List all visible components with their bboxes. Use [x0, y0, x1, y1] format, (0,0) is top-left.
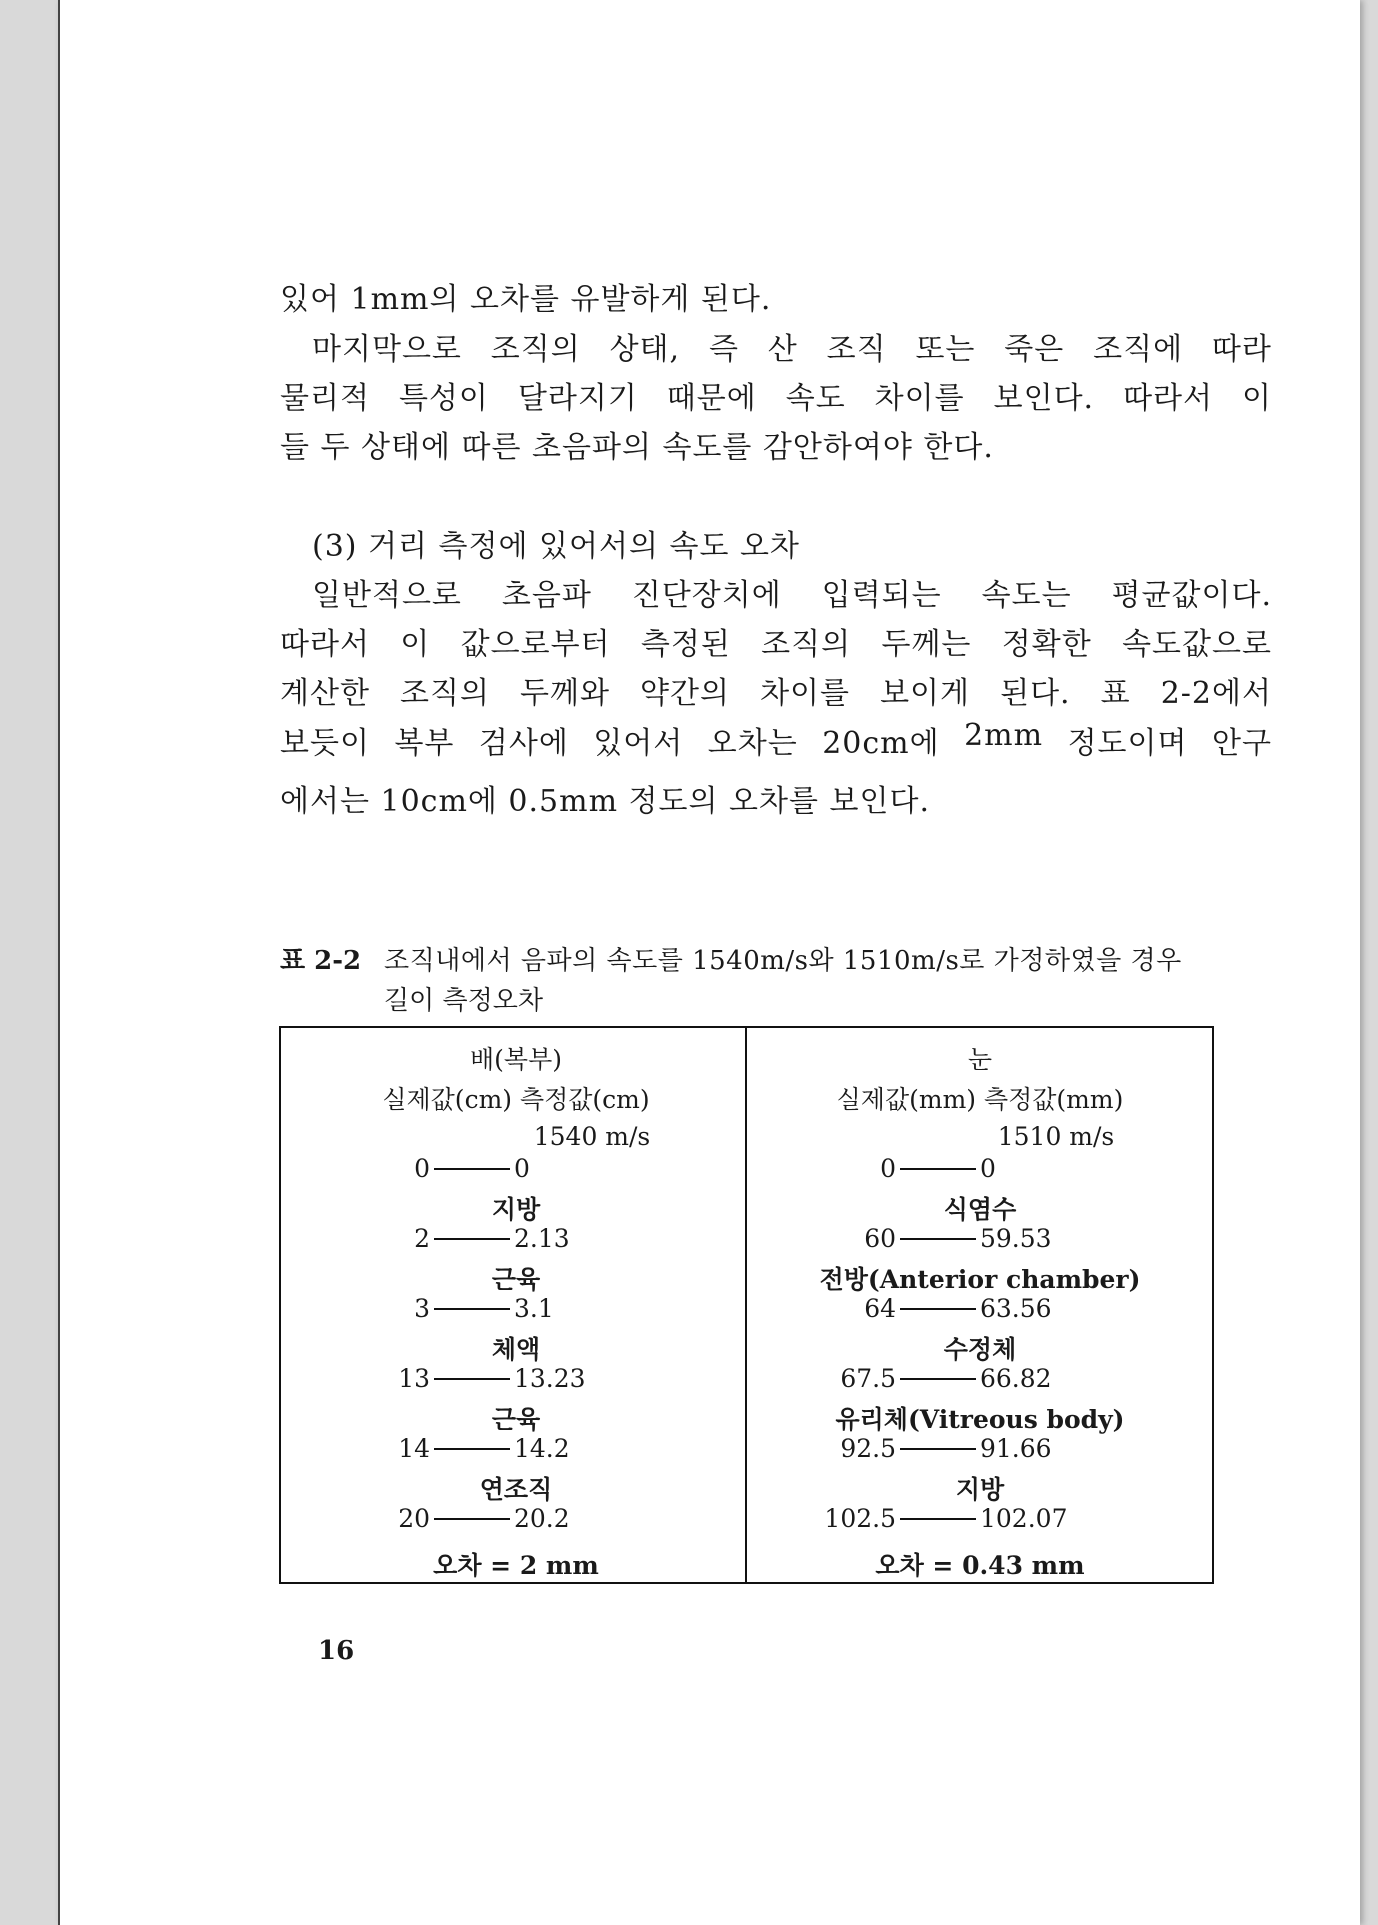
page-number: 16	[318, 1636, 355, 1666]
tissue-label: 수정체	[943, 1335, 1017, 1364]
value-pair-row	[334, 1294, 614, 1323]
word: 속도는	[981, 578, 1072, 613]
word: 측정된	[640, 627, 731, 662]
word: 따라서	[280, 627, 370, 662]
word: 즉	[708, 332, 739, 367]
table-caption-line1: 조직내에서 음파의 속도를 1540m/s와 1510m/s로 가정하였을 경우	[384, 946, 1182, 976]
connector-line	[434, 1518, 510, 1520]
eye-column	[747, 1028, 1212, 1582]
section-heading: (3) 거리 측정에 있어서의 속도 오차	[312, 529, 800, 564]
word: 값으로부터	[460, 627, 611, 662]
word: 보이게	[880, 676, 971, 711]
word: 복부	[394, 726, 455, 761]
connector-line	[900, 1238, 976, 1240]
tissue-label: 전방(Anterior chamber)	[819, 1265, 1141, 1294]
word: 따라서	[1123, 381, 1214, 416]
paragraph-line: 들 두 상태에 따른 초음파의 속도를 감안하여야 한다.	[280, 430, 994, 465]
word: 마지막으로	[312, 332, 462, 367]
word: 2mm	[964, 718, 1044, 753]
word: 물리적	[280, 381, 370, 416]
word: 정확한	[1001, 627, 1092, 662]
error-total: 오차 = 2 mm	[433, 1551, 599, 1580]
measured-value: 66.82	[980, 1364, 1052, 1393]
word: 달라지기	[517, 381, 638, 416]
connector-line	[900, 1378, 976, 1380]
value-pair-row	[798, 1294, 1080, 1323]
actual-value: 92.5	[840, 1434, 896, 1463]
word: 검사에	[478, 726, 569, 761]
word: 두께와	[520, 676, 610, 711]
paragraph-line	[312, 570, 1272, 614]
word: 입력되는	[821, 578, 942, 613]
value-pair-row	[334, 1434, 614, 1463]
paragraph-line	[280, 718, 1272, 762]
word: 산	[767, 332, 798, 367]
word: 보인다.	[993, 381, 1095, 416]
word: 있어서	[593, 726, 684, 761]
actual-value: 13	[398, 1364, 430, 1393]
table-caption-label: 표 2-2	[280, 946, 362, 976]
tissue-label: 체액	[491, 1335, 541, 1364]
word: 때문에	[666, 381, 757, 416]
actual-value: 3	[414, 1294, 430, 1323]
word: 조직	[826, 332, 887, 367]
paragraph-line: 있어 1mm의 오차를 유발하게 된다.	[280, 282, 772, 317]
paragraph-line	[280, 373, 1272, 417]
error-total: 오차 = 0.43 mm	[875, 1551, 1085, 1580]
word: 안구	[1211, 726, 1272, 761]
connector-line	[434, 1378, 510, 1380]
measured-value: 2.13	[514, 1224, 570, 1253]
tissue-label: 지방	[491, 1195, 541, 1224]
word: 된다.	[1000, 676, 1071, 711]
measurement-error-table	[279, 1026, 1214, 1584]
word: 이	[1242, 381, 1272, 416]
value-pair-row	[334, 1154, 614, 1183]
word: 오차는	[707, 726, 798, 761]
paragraph-line	[280, 619, 1272, 663]
measured-value: 14.2	[514, 1434, 570, 1463]
word: 차이를	[874, 381, 965, 416]
word: 특성이	[398, 381, 489, 416]
word: 속도값으로	[1122, 627, 1272, 662]
value-pair-row	[798, 1364, 1080, 1393]
connector-line	[900, 1518, 976, 1520]
word: 죽은	[1004, 332, 1065, 367]
measured-value: 59.53	[980, 1224, 1052, 1253]
word: 약간의	[640, 676, 730, 711]
word: 평균값이다.	[1111, 578, 1272, 613]
word: 보듯이	[280, 726, 370, 761]
word: 계산한	[280, 676, 370, 711]
value-pair-row	[798, 1154, 1080, 1183]
word: 조직에	[1093, 332, 1184, 367]
word: 조직의	[490, 332, 581, 367]
value-pair-row	[334, 1504, 614, 1533]
connector-line	[900, 1448, 976, 1450]
column-header: 실제값(cm) 측정값(cm)	[382, 1085, 650, 1114]
measured-value: 63.56	[980, 1294, 1052, 1323]
word: 또는	[915, 332, 976, 367]
column-title: 눈	[967, 1045, 993, 1074]
value-pair-row	[798, 1504, 1080, 1533]
tissue-label: 근육	[491, 1405, 541, 1434]
tissue-label: 유리체(Vitreous body)	[835, 1405, 1125, 1434]
word: 20cm에	[822, 726, 940, 761]
word: 두께는	[881, 627, 972, 662]
actual-value: 20	[398, 1504, 430, 1533]
word: 차이를	[760, 676, 851, 711]
actual-value: 102.5	[824, 1504, 896, 1533]
word: 이	[400, 627, 431, 662]
document-page	[58, 0, 1360, 1925]
actual-value: 60	[864, 1224, 896, 1253]
connector-line	[434, 1308, 510, 1310]
paragraph-line	[312, 324, 1272, 368]
word: 일반적으로	[312, 578, 462, 613]
actual-value: 0	[414, 1154, 430, 1183]
word: 따라	[1211, 332, 1272, 367]
value-pair-row	[334, 1224, 614, 1253]
tissue-label: 지방	[955, 1475, 1005, 1504]
paragraph-line	[280, 668, 1272, 712]
connector-line	[434, 1168, 510, 1170]
measured-value: 3.1	[514, 1294, 554, 1323]
word: 초음파	[501, 578, 592, 613]
actual-value: 64	[864, 1294, 896, 1323]
word: 조직의	[400, 676, 490, 711]
abdomen-column	[281, 1028, 747, 1582]
paragraph-line: 에서는 10cm에 0.5mm 정도의 오차를 보인다.	[280, 784, 930, 819]
value-pair-row	[334, 1364, 614, 1393]
word: 2-2에서	[1160, 676, 1272, 711]
speed-label: 1510 m/s	[997, 1122, 1115, 1151]
tissue-label: 근육	[491, 1265, 541, 1294]
measured-value: 0	[514, 1154, 530, 1183]
measured-value: 91.66	[980, 1434, 1052, 1463]
actual-value: 14	[398, 1434, 430, 1463]
actual-value: 2	[414, 1224, 430, 1253]
word: 속도	[785, 381, 846, 416]
value-pair-row	[798, 1224, 1080, 1253]
connector-line	[434, 1448, 510, 1450]
speed-label: 1540 m/s	[533, 1122, 651, 1151]
column-header: 실제값(mm) 측정값(mm)	[836, 1085, 1124, 1114]
measured-value: 20.2	[514, 1504, 570, 1533]
connector-line	[434, 1238, 510, 1240]
measured-value: 13.23	[514, 1364, 586, 1393]
word: 진단장치에	[631, 578, 782, 613]
tissue-label: 식염수	[943, 1195, 1017, 1224]
actual-value: 67.5	[840, 1364, 896, 1393]
word: 정도이며	[1067, 726, 1188, 761]
word: 조직의	[761, 627, 852, 662]
word: 상태,	[609, 332, 681, 367]
word: 표	[1100, 676, 1131, 711]
connector-line	[900, 1168, 976, 1170]
actual-value: 0	[880, 1154, 896, 1183]
column-title: 배(복부)	[470, 1045, 562, 1074]
measured-value: 102.07	[980, 1504, 1068, 1533]
connector-line	[900, 1308, 976, 1310]
table-caption-line2: 길이 측정오차	[384, 986, 543, 1016]
measured-value: 0	[980, 1154, 996, 1183]
tissue-label: 연조직	[479, 1475, 553, 1504]
value-pair-row	[798, 1434, 1080, 1463]
